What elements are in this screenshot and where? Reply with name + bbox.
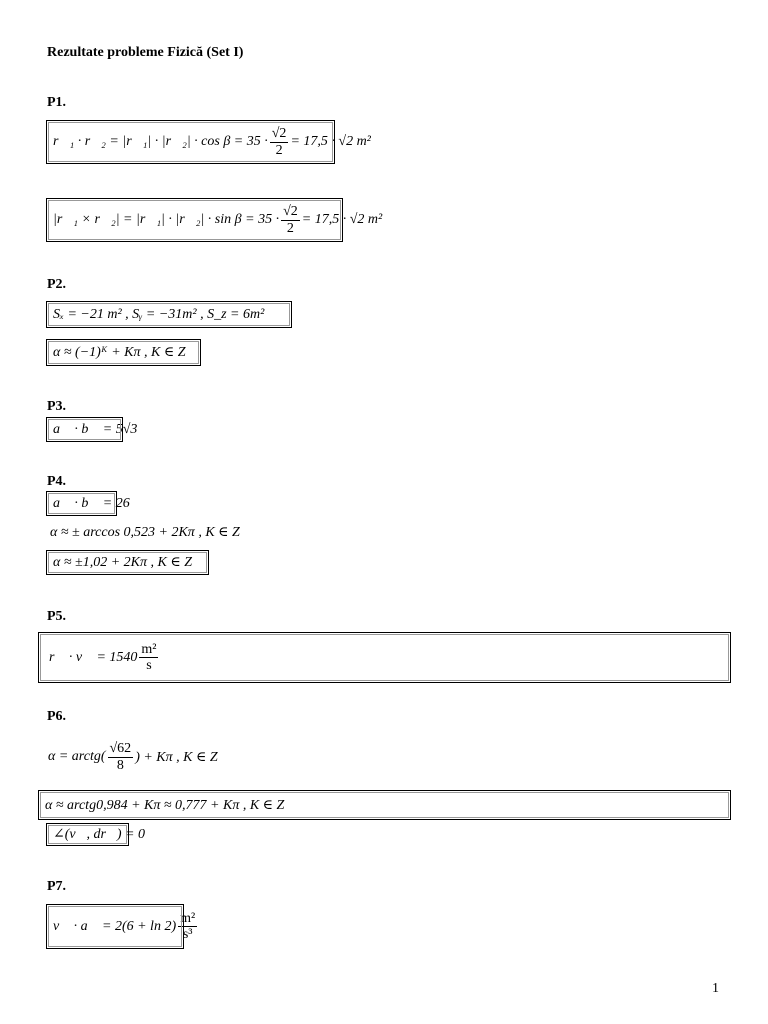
formula-box-p4-angle: α ≈ ±1,02 + 2Kπ , K ∈ Z	[46, 550, 209, 575]
fraction-numerator: m²	[141, 641, 157, 657]
formula-box-p3-dot-product: a⃗ · b⃗ = 5√3	[46, 417, 123, 442]
fraction	[108, 741, 134, 773]
formula-text: r⃗₁ · r⃗₂ = |r⃗₁| · |r⃗₂| · cos β = 35 ·	[53, 134, 268, 149]
fraction	[178, 911, 197, 943]
fraction-numerator: √62	[109, 741, 132, 757]
formula-text: α = arctg(	[48, 749, 106, 764]
page-title: Rezultate probleme Fizică (Set I)	[47, 45, 244, 60]
formula-box-p7-dot-product	[46, 904, 196, 949]
problem-label-p4: P4.	[47, 474, 67, 489]
formula-text: r⃗ · v⃗ = 1540	[49, 649, 138, 665]
problem-label-p1: P1.	[47, 95, 67, 110]
formula-box-p1-cross-product	[46, 198, 383, 242]
formula-p4-arccos: α ≈ ± arccos 0,523 + 2Kπ , K ∈ Z	[50, 525, 240, 540]
formula-text: v⃗ · a⃗ = 2(6 + ln 2)	[53, 918, 177, 934]
fraction	[139, 642, 158, 674]
fraction-numerator: m²	[180, 910, 196, 926]
fraction-denominator: 2	[275, 142, 283, 158]
problem-label-p3: P3.	[47, 399, 67, 414]
fraction-denominator: 8	[116, 757, 124, 773]
fraction-denominator: 2	[286, 220, 294, 236]
formula-box-p2-components: Sₓ = −21 m² , Sᵧ = −31m² , S_z = 6m²	[46, 301, 292, 328]
page-number: 1	[712, 981, 719, 996]
formula-text: = 17,5 · √2 m²	[301, 212, 383, 227]
formula-box-p1-dot-product	[46, 120, 371, 164]
fraction	[270, 126, 289, 158]
formula-text: = 17,5 · √2 m²	[290, 134, 371, 149]
formula-text: |r⃗₁ × r⃗₂| = |r⃗₁| · |r⃗₂| · sin β = 35 ·	[53, 212, 280, 227]
formula-box-p2-angle: α ≈ (−1)ᴷ + Kπ , K ∈ Z	[46, 339, 201, 366]
formula-box-p6-approx: α ≈ arctg0,984 + Kπ ≈ 0,777 + Kπ , K ∈ Z	[38, 790, 731, 820]
fraction	[281, 204, 300, 236]
formula-p6-arctg	[48, 735, 218, 779]
problem-label-p2: P2.	[47, 277, 67, 292]
problem-label-p5: P5.	[47, 609, 67, 624]
fraction-denominator: s	[146, 658, 152, 673]
fraction-numerator: √2	[283, 204, 298, 220]
problem-label-p7: P7.	[47, 879, 67, 894]
formula-box-p5-dot-product	[38, 632, 731, 683]
formula-text: ) + Kπ , K ∈ Z	[135, 749, 218, 765]
formula-box-p4-dot-product: a⃗ · b⃗ = 26	[46, 491, 117, 516]
fraction-numerator: √2	[271, 126, 287, 142]
problem-label-p6: P6.	[47, 709, 67, 724]
fraction-denominator: s³	[182, 927, 193, 942]
formula-box-p6-angle-zero: ∠(v⃗, dr⃗) = 0	[46, 823, 129, 846]
